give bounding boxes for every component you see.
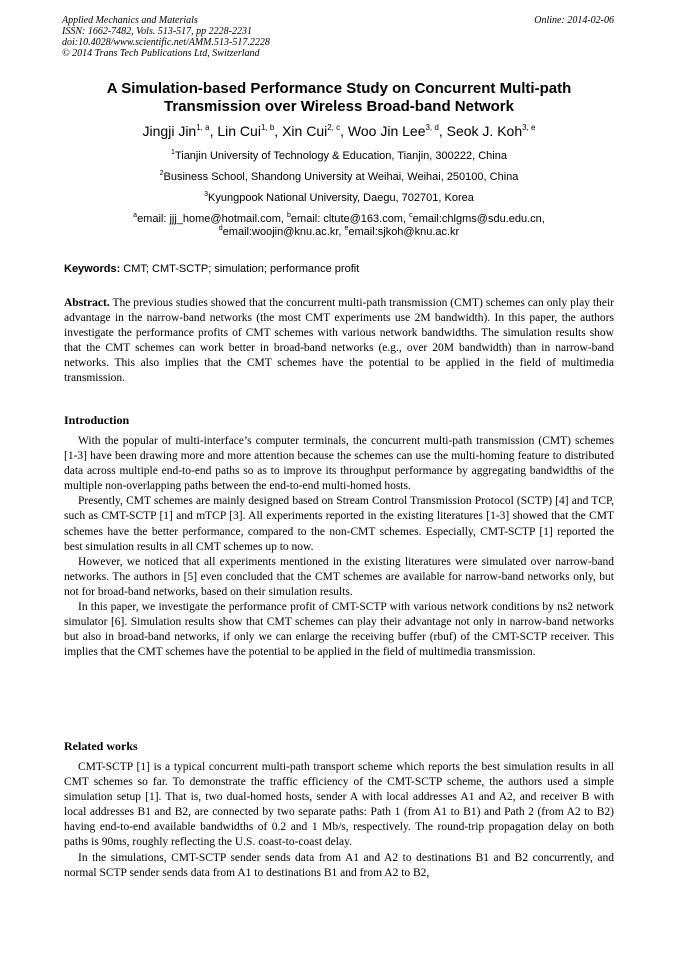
email-list [40, 213, 638, 239]
related-works-body [64, 760, 614, 881]
issn-line: ISSN: 1662-7482, Vols. 513-517, pp 2228-2231 [62, 26, 252, 37]
paragraph: However, we noticed that all experiments mentioned in the existing literatures were simulated over narrow-band networks. The authors in [5] even concluded that the CMT schemes are available for narrow-band networks only, but not for broad-band networks, based on their simulation results. [64, 555, 614, 598]
email-sup: a [133, 212, 138, 219]
affiliation-2 [40, 171, 638, 184]
author-name: Jingji Jin [142, 123, 197, 139]
affiliation-text: Tianjin University of Technology & Education, Tianjin, 300222, China [174, 150, 507, 162]
affiliation-text: Business School, Shandong University at Weihai, Weihai, 250100, China [163, 171, 519, 183]
paragraph: CMT-SCTP [1] is a typical concurrent multi-path transport scheme which reports the best simulation results in all CMT schemes so far. To demonstrate the traffic efficiency of the CMT-SCTP scheme, the authors used a simple simulation setup [1]. That is, two dual-homed hosts, sender A with local addresses A1 and A2, and receiver B with local addresses B1 and B2, are connected by two separate paths: Path 1 (from A1 to B1) and Path 2 (from A2 to B2) having end-to-end available bandwidths of 0.2 and 1 Mb/s, respectively. The round-trip propagation delay on both paths is 90ms, roughly reflecting the U.S. coast-to-coast delay. [64, 761, 614, 849]
keywords-label: Keywords: [64, 263, 121, 275]
abstract-label: Abstract. [64, 297, 110, 309]
email-text: email: jjj_home@hotmail.com, [137, 213, 288, 225]
author-name: Woo Jin Lee [347, 123, 426, 139]
keywords-text: CMT; CMT-SCTP; simulation; performance profit [120, 263, 360, 275]
doi-line: doi:10.4028/www.scientific.net/AMM.513-517.2228 [62, 37, 270, 48]
title-line-2: Transmission over Wireless Broad-band Network [164, 98, 514, 115]
paper-title [40, 80, 638, 116]
email-sup: c [409, 212, 413, 219]
paragraph: Presently, CMT schemes are mainly designed based on Stream Control Transmission Protocol (SCTP) [4] and TCP, such as CMT-SCTP [1] and mTCP [3]. All experiments reported in the existing literatures [1-3] showed that the CMT schemes have the better performance, compared to the non-CMT schemes. Especially, CMT-SCTP [1] reported the best simulation results in all CMT schemes up to now. [64, 495, 614, 553]
author-sup: 3, e [522, 123, 536, 132]
abstract [64, 296, 614, 387]
email-text: email:chlgms@sdu.edu.cn, [412, 213, 545, 225]
section-heading-related-works: Related works [64, 739, 138, 753]
author-sup: 3, d [425, 123, 439, 132]
author-sup: 2, c [327, 123, 341, 132]
paragraph: With the popular of multi-interface’s computer terminals, the concurrent multi-path transmission (CMT) schemes [1-3] have been drawing more and more attention because the schemes can use the multi-homing feature to distributed data across multiple end-to-end paths so as to improve its throughput performance by aggregating bandwidths of the multiple non-overlapping paths between the end-to-end multi-homed hosts. [64, 435, 614, 493]
introduction-body [64, 434, 614, 660]
email-sup: e [344, 225, 349, 232]
author-name: Xin Cui [282, 123, 328, 139]
affiliation-sup: 2 [159, 170, 164, 177]
email-sup: d [218, 225, 223, 232]
affiliation-sup: 3 [204, 191, 209, 198]
journal-header [62, 15, 270, 59]
email-text: email:sjkoh@knu.ac.kr [348, 226, 460, 238]
author-list: Jingji Jin$^{1, a}$, Lin Cui$^{1, b}$, Xin Cui$^{2, c}$, Woo Jin Lee$^{3, d}$, Seok J. Koh$^{3, e}$ [142, 123, 536, 139]
affiliation-3 [40, 192, 638, 205]
paragraph: In the simulations, CMT-SCTP sender sends data from A1 and A2 to destinations B1 and B2 concurrently, and normal SCTP sender sends data from A1 to destinations B1 and from A2 to B2, [64, 851, 614, 879]
journal-name: Applied Mechanics and Materials [62, 15, 198, 26]
email-sup: b [287, 212, 291, 219]
author-name: Lin Cui [217, 123, 261, 139]
online-date: Online: 2014-02-06 [534, 15, 614, 26]
email-text: email: cltute@163.com, [290, 213, 410, 225]
author-sup: 1, a [196, 123, 210, 132]
title-line-1: A Simulation-based Performance Study on Concurrent Multi-path [106, 80, 572, 97]
copyright-line: © 2014 Trans Tech Publications Ltd, Switzerland [62, 48, 260, 59]
section-heading-introduction: Introduction [64, 413, 130, 427]
affiliation-sup: 1 [171, 149, 175, 156]
paragraph: In this paper, we investigate the performance profit of CMT-SCTP with various network conditions by ns2 network simulator [6]. Simulation results show that CMT schemes can play their advantage not only in narrow-band networks but also in broad-band networks, if only we can enlarge the receiving buffer (rbuf) of the CMT-SCTP receiver. This implies that the CMT schemes have the potential to be applied in the field of multimedia transmission. [64, 601, 614, 659]
author-name: Seok J. Koh [446, 123, 523, 139]
affiliation-text: Kyungpook National University, Daegu, 702701, Korea [208, 192, 474, 204]
abstract-text: The previous studies showed that the concurrent multi-path transmission (CMT) schemes can only play their advantage in the narrow-band networks (the most CMT experiments use 2M bandwidth). In this paper, the authors investigate the performance profits of CMT schemes with various network bandwidths. The simulation results show that the CMT schemes can work better in broad-band networks (e.g., over 20M bandwidth) than in narrow-band networks. This also implies that the CMT schemes have the potential to be applied in the field of multimedia transmission. [64, 297, 614, 385]
keywords-line [64, 263, 614, 276]
affiliation-1 [40, 150, 638, 163]
author-sup: 1, b [260, 123, 275, 132]
email-text: email:woojin@knu.ac.kr, [222, 226, 345, 238]
